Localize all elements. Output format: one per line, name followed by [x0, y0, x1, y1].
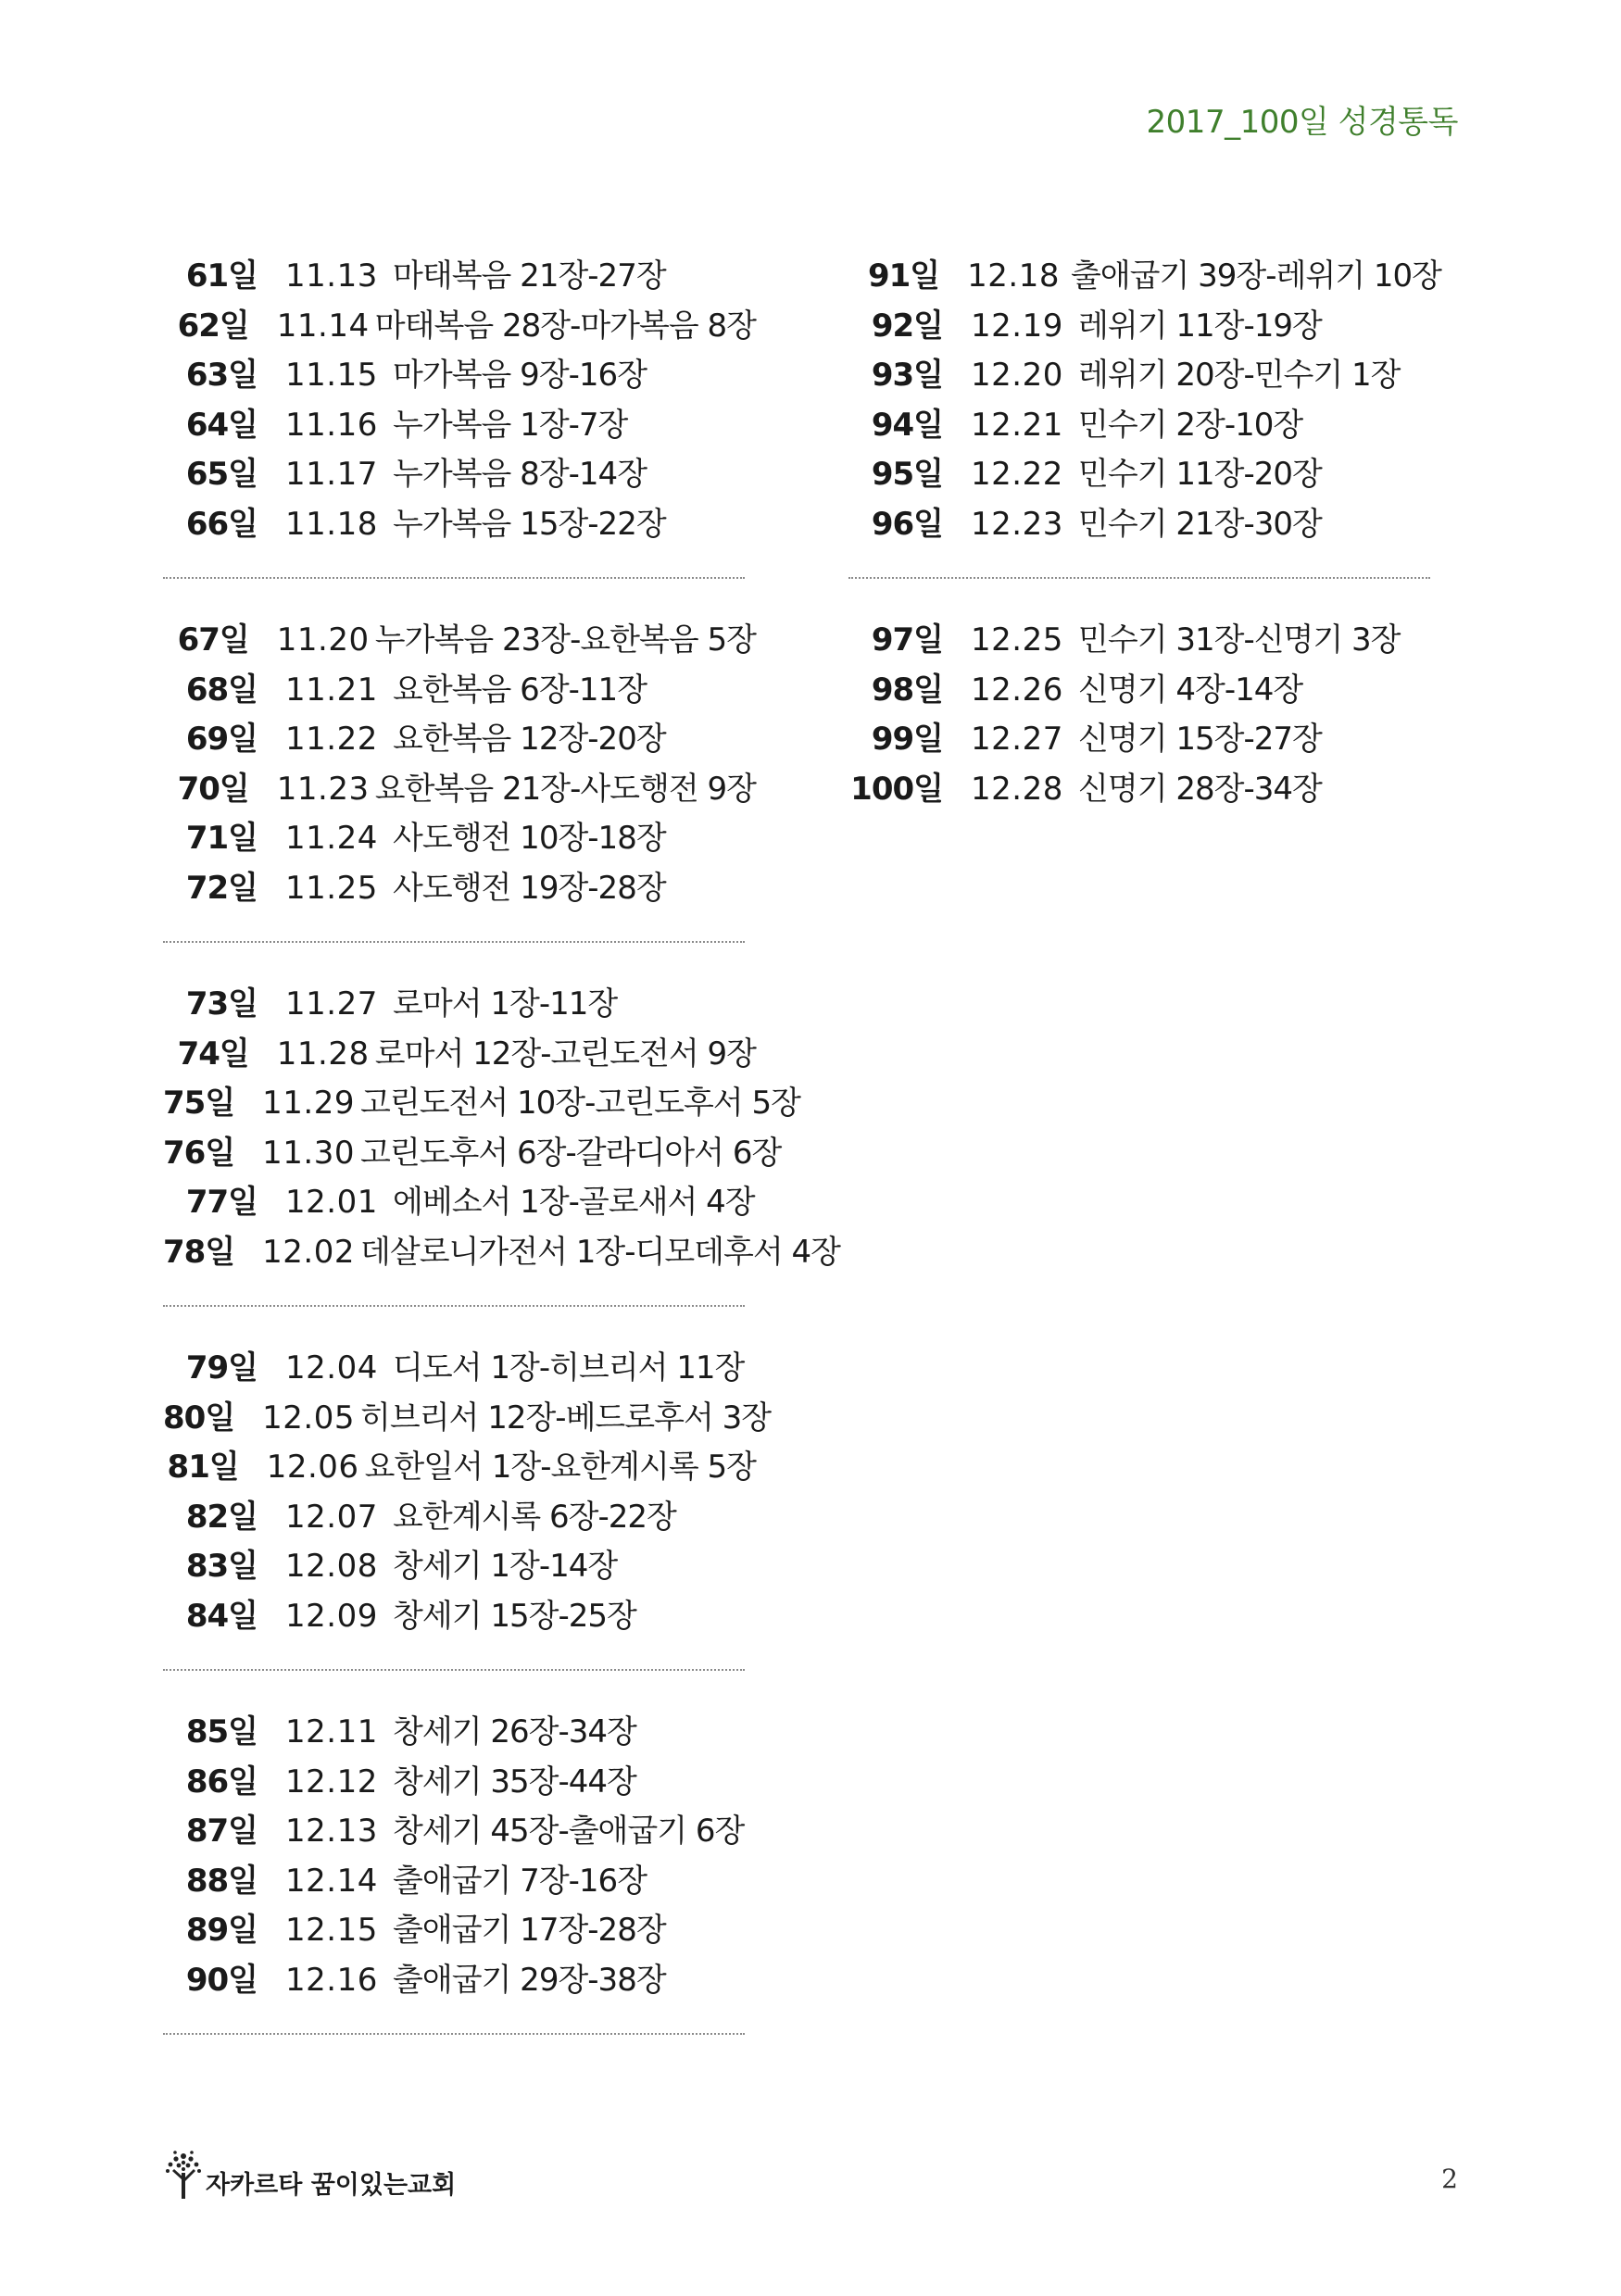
day-number: 88일 [185, 1862, 258, 1900]
reading-range: 데살로니가전서 1장-디모데후서 4장 [360, 1233, 840, 1271]
church-name: 자카르타 꿈이있는교회 [206, 2171, 457, 2200]
reading-date: 11.30 [262, 1134, 356, 1172]
schedule-row [163, 1028, 756, 1078]
reading-date: 12.27 [971, 721, 1063, 758]
reading-date: 12.07 [285, 1498, 378, 1536]
day-number: 62일 [177, 307, 249, 345]
tree-icon [163, 2149, 204, 2201]
reading-date: 11.21 [285, 671, 378, 709]
reading-date: 11.17 [285, 456, 378, 493]
reading-range: 디도서 1장-히브리서 11장 [393, 1349, 745, 1386]
reading-date: 11.28 [276, 1035, 370, 1073]
schedule-row [163, 300, 756, 350]
day-number: 74일 [177, 1035, 249, 1073]
day-number: 71일 [185, 820, 258, 857]
schedule-row [163, 1590, 756, 1640]
reading-range: 마태복음 21장-27장 [393, 257, 666, 295]
day-number: 99일 [871, 721, 943, 758]
reading-range: 민수기 21장-30장 [1078, 505, 1322, 543]
schedule-row [848, 614, 1441, 664]
reading-range: 레위기 20장-민수기 1장 [1078, 357, 1401, 394]
day-number: 64일 [185, 406, 258, 444]
schedule-row [163, 1540, 756, 1590]
schedule-column-right [848, 250, 1441, 812]
day-number: 92일 [871, 307, 943, 345]
reading-date: 12.19 [971, 307, 1063, 345]
reading-range: 누가복음 8장-14장 [393, 456, 647, 493]
schedule-row [848, 448, 1441, 498]
reading-range: 민수기 31장-신명기 3장 [1078, 621, 1401, 659]
reading-date: 11.23 [276, 770, 370, 808]
schedule-row [163, 713, 756, 763]
day-number: 61일 [185, 257, 258, 295]
reading-range: 창세기 1장-14장 [393, 1548, 618, 1585]
day-number: 66일 [185, 505, 258, 543]
day-number: 93일 [871, 357, 943, 394]
reading-range: 신명기 28장-34장 [1078, 770, 1322, 808]
schedule-row [163, 349, 756, 399]
schedule-row [163, 399, 756, 449]
day-number: 63일 [185, 357, 258, 394]
reading-group [163, 250, 756, 547]
schedule-row [163, 1805, 756, 1855]
reading-date: 12.16 [285, 1961, 378, 1999]
schedule-row [163, 763, 756, 813]
day-number: 97일 [871, 621, 943, 659]
dotted-divider [163, 1305, 745, 1307]
reading-date: 12.09 [285, 1597, 378, 1635]
dotted-divider [163, 1669, 745, 1671]
reading-date: 12.18 [967, 257, 1060, 295]
reading-date: 12.06 [266, 1449, 359, 1486]
schedule-row [163, 1904, 756, 1954]
reading-date: 11.27 [285, 985, 378, 1023]
reading-range: 고린도후서 6장-갈라디아서 6장 [360, 1134, 782, 1172]
reading-range: 요한일서 1장-요한계시록 5장 [364, 1449, 756, 1486]
reading-range: 요한복음 21장-사도행전 9장 [374, 770, 756, 808]
day-number: 83일 [185, 1548, 258, 1585]
reading-group [163, 1342, 772, 1639]
reading-range: 요한계시록 6장-22장 [393, 1498, 676, 1536]
schedule-column-left [163, 250, 840, 2070]
reading-range: 창세기 15장-25장 [393, 1597, 636, 1635]
church-logo [163, 2149, 456, 2201]
reading-range: 창세기 26장-34장 [393, 1713, 636, 1750]
reading-range: 에베소서 1장-골로새서 4장 [393, 1184, 755, 1221]
day-number: 67일 [177, 621, 249, 659]
reading-range: 마가복음 9장-16장 [393, 357, 647, 394]
day-number: 70일 [177, 770, 249, 808]
reading-range: 요한복음 12장-20장 [393, 721, 666, 758]
dotted-divider [163, 577, 745, 579]
day-number: 72일 [185, 869, 258, 907]
reading-date: 11.13 [285, 257, 378, 295]
schedule-row [163, 614, 756, 664]
reading-date: 12.15 [285, 1912, 378, 1949]
day-number: 78일 [163, 1233, 235, 1271]
day-number: 65일 [185, 456, 258, 493]
reading-date: 11.20 [276, 621, 370, 659]
schedule-row [163, 664, 756, 714]
reading-range: 출애굽기 7장-16장 [393, 1862, 647, 1900]
schedule-row [163, 978, 756, 1028]
schedule-row [163, 498, 756, 548]
reading-date: 12.25 [971, 621, 1063, 659]
schedule-row [848, 713, 1441, 763]
reading-date: 11.14 [276, 307, 370, 345]
reading-range: 로마서 1장-11장 [393, 985, 618, 1023]
schedule-row [848, 399, 1441, 449]
reading-date: 12.23 [971, 505, 1063, 543]
schedule-row [163, 1176, 756, 1226]
day-number: 89일 [185, 1912, 258, 1949]
reading-date: 12.08 [285, 1548, 378, 1585]
day-number: 91일 [867, 257, 940, 295]
schedule-row [163, 812, 756, 862]
schedule-row [848, 763, 1441, 813]
reading-range: 신명기 15장-27장 [1078, 721, 1322, 758]
reading-date: 12.22 [971, 456, 1063, 493]
reading-range: 레위기 11장-19장 [1078, 307, 1322, 345]
day-number: 85일 [185, 1713, 258, 1750]
reading-date: 12.20 [971, 357, 1063, 394]
reading-range: 창세기 45장-출애굽기 6장 [393, 1813, 745, 1850]
reading-group [163, 1706, 756, 2003]
day-number: 95일 [871, 456, 943, 493]
schedule-row [848, 300, 1441, 350]
day-number: 100일 [850, 770, 943, 808]
reading-date: 12.05 [262, 1399, 356, 1437]
reading-date: 12.14 [285, 1862, 378, 1900]
reading-date: 11.15 [285, 357, 378, 394]
schedule-row [163, 1342, 756, 1392]
day-number: 76일 [163, 1134, 235, 1172]
day-number: 98일 [871, 671, 943, 709]
reading-group [848, 614, 1441, 812]
reading-range: 고린도전서 10장-고린도후서 5장 [360, 1085, 800, 1122]
day-number: 90일 [185, 1961, 258, 1999]
reading-range: 히브리서 12장-베드로후서 3장 [360, 1399, 772, 1437]
day-number: 77일 [185, 1184, 258, 1221]
day-number: 96일 [871, 505, 943, 543]
day-number: 80일 [163, 1399, 235, 1437]
day-number: 69일 [185, 721, 258, 758]
reading-group [848, 250, 1441, 547]
reading-range: 요한복음 6장-11장 [393, 671, 647, 709]
reading-date: 11.18 [285, 505, 378, 543]
schedule-row [163, 1954, 756, 2004]
reading-date: 11.24 [285, 820, 378, 857]
reading-range: 출애굽기 29장-38장 [393, 1961, 666, 1999]
dotted-divider [163, 2033, 745, 2035]
reading-range: 누가복음 15장-22장 [393, 505, 666, 543]
reading-date: 11.25 [285, 869, 378, 907]
reading-date: 12.12 [285, 1763, 378, 1800]
schedule-row [163, 1441, 756, 1491]
day-number: 75일 [163, 1085, 235, 1122]
reading-date: 11.29 [262, 1085, 356, 1122]
day-number: 82일 [185, 1498, 258, 1536]
day-number: 68일 [185, 671, 258, 709]
schedule-row [163, 448, 756, 498]
reading-range: 로마서 12장-고린도전서 9장 [374, 1035, 756, 1073]
reading-date: 12.28 [971, 770, 1063, 808]
reading-group [163, 614, 756, 911]
schedule-row [163, 1706, 756, 1756]
reading-range: 출애굽기 39장-레위기 10장 [1070, 257, 1441, 295]
schedule-row [163, 1855, 756, 1905]
reading-range: 마태복음 28장-마가복음 8장 [374, 307, 756, 345]
reading-date: 12.01 [285, 1184, 378, 1221]
day-number: 84일 [185, 1597, 258, 1635]
reading-range: 사도행전 19장-28장 [393, 869, 666, 907]
reading-date: 12.13 [285, 1813, 378, 1850]
schedule-row [848, 498, 1441, 548]
day-number: 86일 [185, 1763, 258, 1800]
schedule-row [163, 1491, 756, 1541]
schedule-row [848, 664, 1441, 714]
schedule-row [163, 1226, 840, 1276]
day-number: 73일 [185, 985, 258, 1023]
schedule-row [848, 349, 1441, 399]
day-number: 81일 [167, 1449, 239, 1486]
page-number: 2 [1441, 2164, 1458, 2194]
schedule-row [163, 1392, 772, 1442]
reading-range: 출애굽기 17장-28장 [393, 1912, 666, 1949]
day-number: 79일 [185, 1349, 258, 1386]
reading-range: 민수기 2장-10장 [1078, 406, 1303, 444]
schedule-row [163, 1127, 782, 1177]
reading-range: 신명기 4장-14장 [1078, 671, 1303, 709]
reading-range: 누가복음 1장-7장 [393, 406, 628, 444]
reading-date: 12.26 [971, 671, 1063, 709]
schedule-row [848, 250, 1441, 300]
reading-date: 12.04 [285, 1349, 378, 1386]
schedule-row [163, 1077, 800, 1127]
day-number: 87일 [185, 1813, 258, 1850]
reading-date: 11.16 [285, 406, 378, 444]
day-number: 94일 [871, 406, 943, 444]
reading-group [163, 978, 840, 1275]
schedule-row [163, 862, 756, 912]
reading-date: 11.22 [285, 721, 378, 758]
reading-range: 누가복음 23장-요한복음 5장 [374, 621, 756, 659]
reading-range: 사도행전 10장-18장 [393, 820, 666, 857]
reading-range: 민수기 11장-20장 [1078, 456, 1322, 493]
reading-range: 창세기 35장-44장 [393, 1763, 636, 1800]
page-title: 2017_100일 성경통독 [1146, 104, 1458, 141]
reading-date: 12.21 [971, 406, 1063, 444]
dotted-divider [848, 577, 1430, 579]
dotted-divider [163, 941, 745, 943]
schedule-row [163, 1756, 756, 1806]
reading-date: 12.11 [285, 1713, 378, 1750]
reading-date: 12.02 [262, 1233, 356, 1271]
schedule-row [163, 250, 756, 300]
